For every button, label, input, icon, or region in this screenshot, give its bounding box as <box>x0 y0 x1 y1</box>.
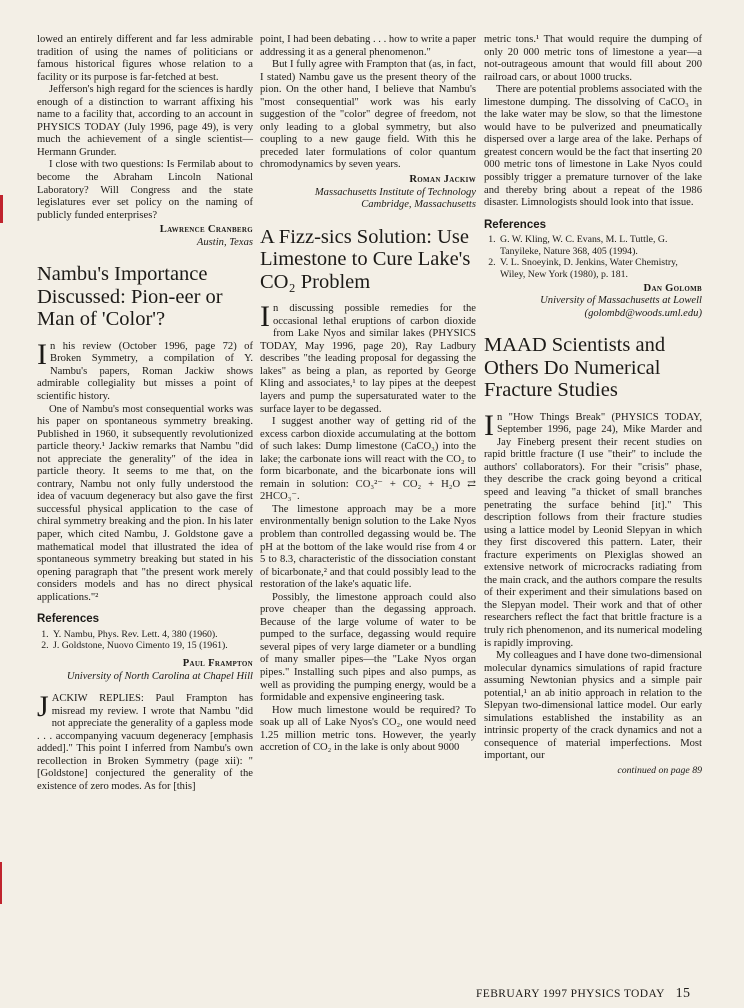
signature-name: Roman Jackiw <box>409 174 476 186</box>
issue-date: FEBRUARY 1997 <box>476 988 568 1000</box>
column-3 <box>484 34 702 778</box>
letter-headline: Nambu's Importance Discussed: Pion-eer or Man of 'Color'? <box>37 263 223 331</box>
paragraph: metric tons.¹ That would require the dumping of only 20 000 metric tons of limestone a year—a not-outrageous amount that would fill about 200 railroad cars, or about 1000 trucks. <box>484 34 702 83</box>
magazine-name: PHYSICS TODAY <box>570 988 665 1000</box>
signature-affiliation: University of North Carolina at Chapel Hill <box>66 670 253 682</box>
edge-mark <box>0 862 2 904</box>
signature-name: Dan Golomb <box>643 282 702 294</box>
paragraph: Possibly, the limestone approach could also prove cheaper than the degassing approach. Because of the large volume of water to be pumped to the surface, degassing would require several pipes of very large diameter or a bundling of many smaller pipes—the "Lake Nyos organ pipes." Installing such pipes and also pumps, as well as providing the pumping energy, would be a formidable and expensive engineering task. <box>260 591 476 704</box>
signature-affiliation: (golombd@woods.uml.edu) <box>584 307 702 319</box>
reference-item: 1. G. W. Kling, W. C. Evans, M. L. Tuttle, G. Tanyileke, Nature 368, 405 (1994). <box>498 234 702 257</box>
page-footer <box>476 986 690 1002</box>
paragraph: There are potential problems associated with the limestone dumping. The dissolving of CaCO₃ in the lake water may be slow, so that the limestone would have to be pulverized and pneumatically dispersed over a large area of the lake. Perhaps of greatest concern would be the fact that inserting 20 000 metric tons of limestone in Lake Nyos could possibly trigger a premature turnover of the lake and thereby bring about a repeat of the 1986 disaster. Limnologists should look into that issue. <box>484 84 702 209</box>
column-2 <box>260 34 476 755</box>
references-list <box>484 234 702 280</box>
paragraph: In discussing possible remedies for the occasional lethal eruptions of carbon dioxide from Lake Nyos and similar lakes (PHYSICS TODAY, May 1996, page 20), Ray Ladbury describes "the leading proposal for degassing the lakes" as being a plan, as reported by George Kling and associates,¹ to lay pipes at the deepest layers and pump the supersaturated water to the surface layer to be degassed. <box>260 300 476 415</box>
paragraph: point, I had been debating . . . how to write a paper addressing it as a general phenomenon." <box>260 34 476 58</box>
continuation-note: continued on page 89 <box>617 765 702 777</box>
paragraph: Jefferson's high regard for the sciences is hardly enough of a distinction to warrant affixing his name to a facility that, according to an account in PHYSICS TODAY (July 1996, page 49), is very much the achievement of a single scientist—Hermann Grunder. <box>37 84 253 158</box>
signature-affiliation: Cambridge, Massachusetts <box>361 199 476 211</box>
signature-name: Paul Frampton <box>182 658 253 670</box>
paragraph: My colleagues and I have done two-dimensional molecular dynamics simulations of rapid fracture assuming Newtonian physics and a simple pair potential,¹ an ab initio approach in relation to the Slepyan two-dimensional lattice model. Our early simulations established the instability as an intrinsic property of the crack dynamics and not a consequence of material imperfections. Most important, our <box>484 650 702 762</box>
reference-item: 2. V. L. Snoeyink, D. Jenkins, Water Chemistry, Wiley, New York (1980), p. 181. <box>498 257 702 280</box>
references-list <box>37 629 253 652</box>
letter-headline: A Fizz-sics Solution: Use Limestone to Cure Lake's CO₂ Problem <box>260 225 471 293</box>
references-heading: References <box>484 218 547 231</box>
reference-item: 1. Y. Nambu, Phys. Rev. Lett. 4, 380 (1960). <box>51 629 253 641</box>
paragraph: In his review (October 1996, page 72) of Broken Symmetry, a compilation of Y. Nambu's papers, Roman Jackiw shows admirable collegiality but misses a point of scientific history. <box>37 337 253 402</box>
edge-mark <box>0 195 3 223</box>
paragraph: JACKIW REPLIES: Paul Frampton has misread my review. I wrote that Nambu "did not appreciate the generality of a gapless mode . . . accompanying vacuum degeneracy [emphasis added]." This point I inferred from Nambu's own recollection in Broken Symmetry (page xii): "[Goldstone] conjectured the generality of the existence of zero modes. As for [this] <box>37 690 253 792</box>
signature-affiliation: Massachusetts Institute of Technology <box>314 186 476 198</box>
signature-affiliation: Austin, Texas <box>196 236 253 248</box>
paragraph: How much limestone would be required? To soak up all of Lake Nyos's CO₂, one would need 1.25 million metric tons. However, the yearly accretion of CO₂ in the lake is only about 9000 <box>260 704 476 754</box>
paragraph: The limestone approach may be a more environmentally benign solution to the Lake Nyos problem than controlled degassing would be. The pH at the bottom of the lake would rise from 4 or 5 to 8.3, characteristic of the dissociation constant of bicarbonate,² and that could possibly lead to the restoration of the lake's aquatic life. <box>260 503 476 591</box>
letter-headline: MAAD Scientists and Others Do Numerical Fracture Studies <box>484 334 666 402</box>
signature-affiliation: University of Massachusetts at Lowell <box>540 295 702 307</box>
paragraph: But I fully agree with Frampton that (as, in fact, I stated) Nambu gave us the present theory of the pion. On the other hand, I believe that Nambu's "most consequential" work was his early suggestion of the "color" degree of freedom, not only leading to a global symmetry, but also coupling to a new gauge field. With this he preceded later formulations of color quantum chromodynamics by seven years. <box>260 59 476 171</box>
references-heading: References <box>37 613 100 626</box>
paragraph: In "How Things Break" (PHYSICS TODAY, September 1996, page 24), Mike Marder and Jay Fineberg present their recent studies on rapid brittle fracture (I use "their" to include the authors' collaborators). For their "crisis" phase, they describe the crack going beyond a critical speed and leaving "a thicket of small branches penetrating the surface behind [it]." This description follows from their fracture studies using a lattice model by Leonid Slepyan in which they first discovered this pattern. Later, their fracture experiments on Plexiglas showed an extensive network of microcracks radiating from the main crack, and the authors compare the results of their experiment and their simulations based on the Slepyan model. Their work and that of other researchers reflect the fact that brittle fracture is a truly rich phenomenon, and its numerical modeling is rapidly improving. <box>484 408 702 649</box>
paragraph: I close with two questions: Is Fermilab about to become the Abraham Lincoln National Laboratory? Will Congress and the state legislatures ever set policy on the naming of publicly funded enterprises? <box>37 159 253 221</box>
paragraph: I suggest another way of getting rid of the excess carbon dioxide accumulating at the bottom of such lakes: Dump limestone (CaCO₃) into the lake; the carbonate ions will react with the CO₂ to form bicarbonate, and the bicarbonate ions will remain in solution: CO₃²⁻ + CO₂ + H₂O ⇄ 2HCO₃⁻. <box>260 416 476 503</box>
page-number: 15 <box>675 986 691 1001</box>
reference-item: 2. J. Goldstone, Nuovo Cimento 19, 15 (1961). <box>51 640 253 652</box>
signature-name: Lawrence Cranberg <box>159 224 253 236</box>
paragraph: lowed an entirely different and far less admirable tradition of using the names of politicians or famous historical figures whose relation to a facility or its purpose is far-fetched at best. <box>37 34 253 83</box>
paragraph: One of Nambu's most consequential works was his paper on spontaneous symmetry breaking. Published in 1960, it subsequently revolutionized particle theory.¹ Jackiw remarks that Nambu "did not appreciate the generality" of the idea in particle theory. It seems to me that, on the contrary, Nambu not only fully understood the idea of vacuum degeneracy but also gave the first successful physical application to the case of chiral symmetry breaking and the pion. In his later paper, which cited Nambu, J. Goldstone gave a mathematical model that illustrated the idea of spontaneous symmetry breaking but stated in his opening paragraph that "the present work merely considers models and has no direct physical applications."² <box>37 403 253 603</box>
column-1 <box>37 34 253 793</box>
